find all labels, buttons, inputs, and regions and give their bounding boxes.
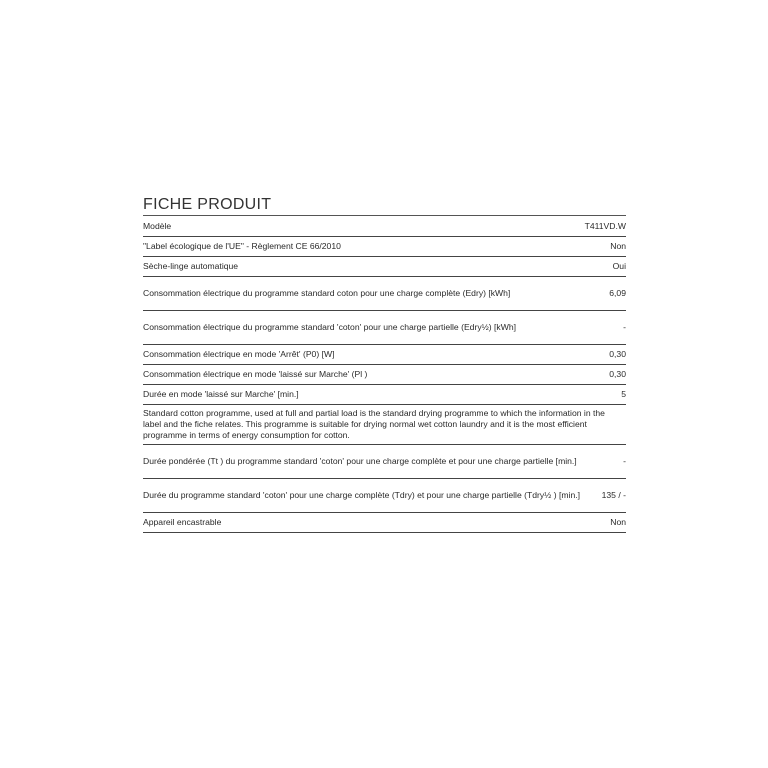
table-row-built-in [143,513,626,533]
table-row-edry-partial [143,311,626,345]
row-value: 0,30 [609,349,626,359]
row-label: Consommation électrique du programme standard coton pour une charge complète (Edry) [kWh] [143,288,511,298]
row-label: Durée pondérée (Tt ) du programme standard 'coton' pour une charge complète et pour une charge partielle [min.] [143,456,577,466]
table-row-automatic [143,257,626,277]
table-row-edry-full [143,277,626,311]
row-label: Sèche-linge automatique [143,261,239,271]
table-row-model [143,217,626,237]
row-label: Durée en mode 'laissé sur Marche' [min.] [143,389,299,399]
row-label: Consommation électrique du programme standard 'coton' pour une charge partielle (Edry½) [kWh] [143,322,516,332]
product-fiche [143,196,626,533]
row-label: Modèle [143,221,172,231]
row-value: 5 [621,389,626,399]
table-row-left-on-mode [143,365,626,385]
table-row-eco-label [143,237,626,257]
table-row-standard-note [143,405,626,445]
row-label: "Label écologique de l'UE" - Règlement CE 66/2010 [143,241,341,251]
row-value: Non [610,241,626,251]
row-value: Non [610,517,626,527]
row-label: Consommation électrique en mode 'Arrêt' (P0) [W] [143,349,335,359]
row-value: - [623,456,626,466]
row-value: 0,30 [609,369,626,379]
table-row-weighted-duration [143,445,626,479]
row-label: Standard cotton programme, used at full and partial load is the standard drying programme to which the information in the label and the fiche relates. This programme is suitable for drying normal wet cotton laundry and it is the most efficient programme in terms of energy consumption for cotton. [143,408,605,440]
row-label: Appareil encastrable [143,517,222,527]
row-value: 135 / - [601,490,626,500]
row-label: Consommation électrique en mode 'laissé sur Marche' (Pl ) [143,369,368,379]
row-value: 6,09 [609,288,626,298]
table-row-left-on-duration [143,385,626,405]
fiche-table [143,217,626,533]
row-value: Oui [612,261,626,271]
page-title: FICHE PRODUIT [143,196,626,216]
table-row-programme-duration [143,479,626,513]
table-row-off-mode [143,345,626,365]
row-value: - [623,322,626,332]
row-value: T411VD.W [584,221,626,231]
row-label: Durée du programme standard 'coton' pour une charge complète (Tdry) et pour une charge partielle (Tdry½ ) [min.] [143,490,581,500]
